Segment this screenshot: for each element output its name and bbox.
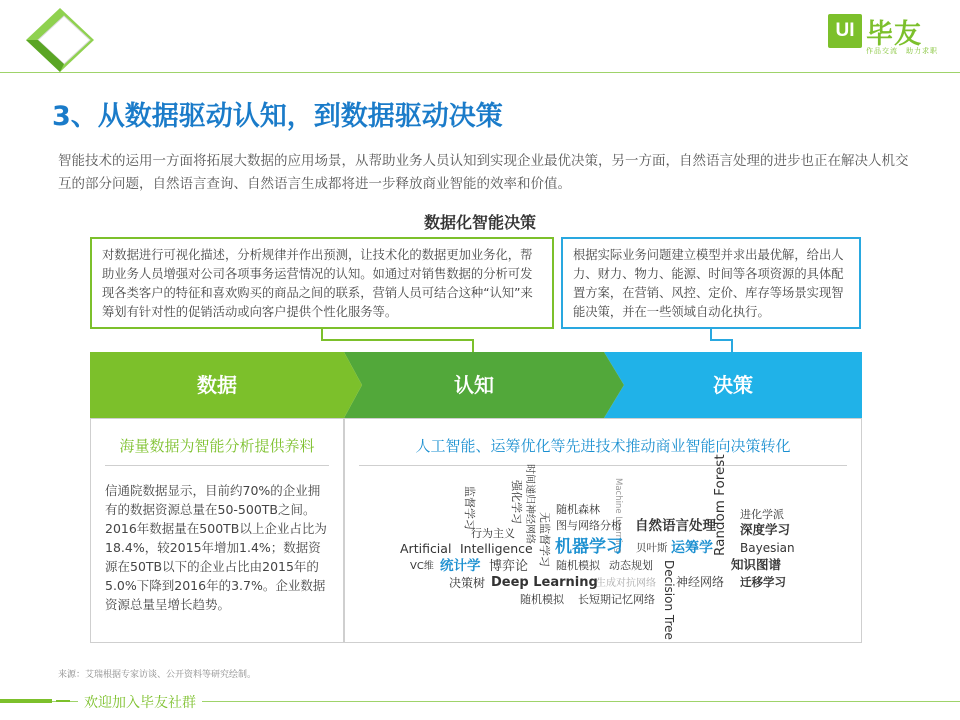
intro-paragraph: 智能技术的运用一方面将拓展大数据的应用场景，从帮助业务人员认知到实现企业最优决策，另一方面，自然语言处理的进步也正在解决人机交互的部分问题，自然语言查询、自然语言生成都将进一步释放商业智能的效率和价值。: [58, 153, 909, 192]
word-evolutionism: 进化学派: [740, 508, 784, 521]
word-transfer-learning: 迁移学习: [740, 575, 786, 589]
word-deep-learning-en: Deep Learning: [491, 575, 598, 590]
decision-description-box: 根据实际业务问题建立模型并求出最优解，给出人力、财力、物力、能源、时间等各项资源的具体配置方案，在营销、风控、定价、库存等场景实现智能决策，并在一些领域自动化执行。: [561, 237, 861, 329]
word-recurrent-network: 时间递归神经网络: [524, 464, 535, 544]
word-random-forest-cn: 随机森林: [556, 503, 600, 516]
word-random-simulation-1: 随机模拟: [556, 559, 600, 572]
data-panel-text: 信通院数据显示，目前约70%的企业拥有的数据资源总量在50-500TB之间。2016年数据量在500TB以上企业占比为18.4%，较2015年增加1.4%；数据资源在50TB以下的企业占比由2015年的5.0%下降到2016年的3.7%。企业数据资源总量呈增长趋势。: [105, 483, 327, 612]
word-supervised-learning: 监督学习: [463, 486, 476, 530]
logo-name: 毕友: [866, 19, 922, 50]
technology-panel-heading: 人工智能、运筹优化等先进技术推动商业智能向决策转化: [415, 437, 791, 455]
cognition-description-box: 对数据进行可视化描述，分析规律并作出预测，让技术化的数据更加业务化，帮助业务人员增强对公司各项事务运营情况的认知。如通过对销售数据的分析可发现各类客户的特征和喜欢购买的商品之间的联系，营销人员可结合这种“认知”来筹划有针对性的促销活动或向客户提供个性化服务等。: [90, 237, 554, 329]
word-random-forest-en: Random Forest: [712, 454, 728, 556]
source-note: 来源：艾瑞根据专家访谈、公开资料等研究绘制。: [58, 670, 257, 680]
word-bayes: 贝叶斯: [636, 542, 668, 554]
word-knowledge-graph: 知识图谱: [731, 557, 782, 572]
word-machine-learning-text: Machine Learning: [613, 478, 623, 554]
word-deep-learning-cn: 深度学习: [740, 522, 791, 537]
footer-accent: [0, 697, 72, 705]
word-decision-tree-en: Decision Tree: [662, 560, 676, 640]
word-behaviorism: 行为主义: [471, 527, 515, 540]
word-game-theory: 博弈论: [489, 559, 529, 574]
word-intelligence: Intelligence: [460, 541, 533, 556]
word-unsupervised-learning: 无监督学习: [538, 512, 551, 567]
word-graph-network: 图与网络分析: [556, 519, 622, 532]
logo-tagline: 作品交流 助力求职: [866, 47, 938, 55]
word-vc-dimension: VC维: [410, 561, 434, 572]
stage-cognition-label: 认知: [454, 373, 494, 397]
word-neural-network: 神经网络: [676, 575, 725, 589]
word-nlp: 自然语言处理: [635, 518, 716, 534]
word-statistics: 统计学: [440, 558, 481, 574]
stage-data-label: 数据: [197, 373, 237, 397]
word-bayesian: Bayesian: [740, 541, 795, 555]
data-panel-heading: 海量数据为智能分析提供养料: [119, 437, 315, 455]
word-dynamic-programming-1: 动态规划: [609, 559, 653, 572]
word-artificial: Artificial: [400, 541, 452, 556]
word-lstm: 长短期记忆网络: [578, 593, 655, 606]
word-random-simulation-2: 随机模拟: [520, 593, 564, 606]
footer-text: 欢迎加入毕友社群: [78, 692, 202, 712]
word-machine-learning-cn: 机器学习: [555, 537, 623, 557]
word-decision-tree-cn: 决策树: [449, 576, 486, 590]
stage-decision-label: 决策: [713, 373, 753, 397]
word-operations-research: 运筹学: [671, 540, 713, 556]
word-reinforcement-learning: 强化学习: [510, 480, 523, 524]
diagram-title: 数据化智能决策: [423, 213, 536, 232]
word-gan: 生成对抗网络: [596, 578, 656, 589]
logo-mark: UI: [828, 14, 862, 48]
page-title: 3、从数据驱动认知，到数据驱动决策: [52, 101, 503, 132]
